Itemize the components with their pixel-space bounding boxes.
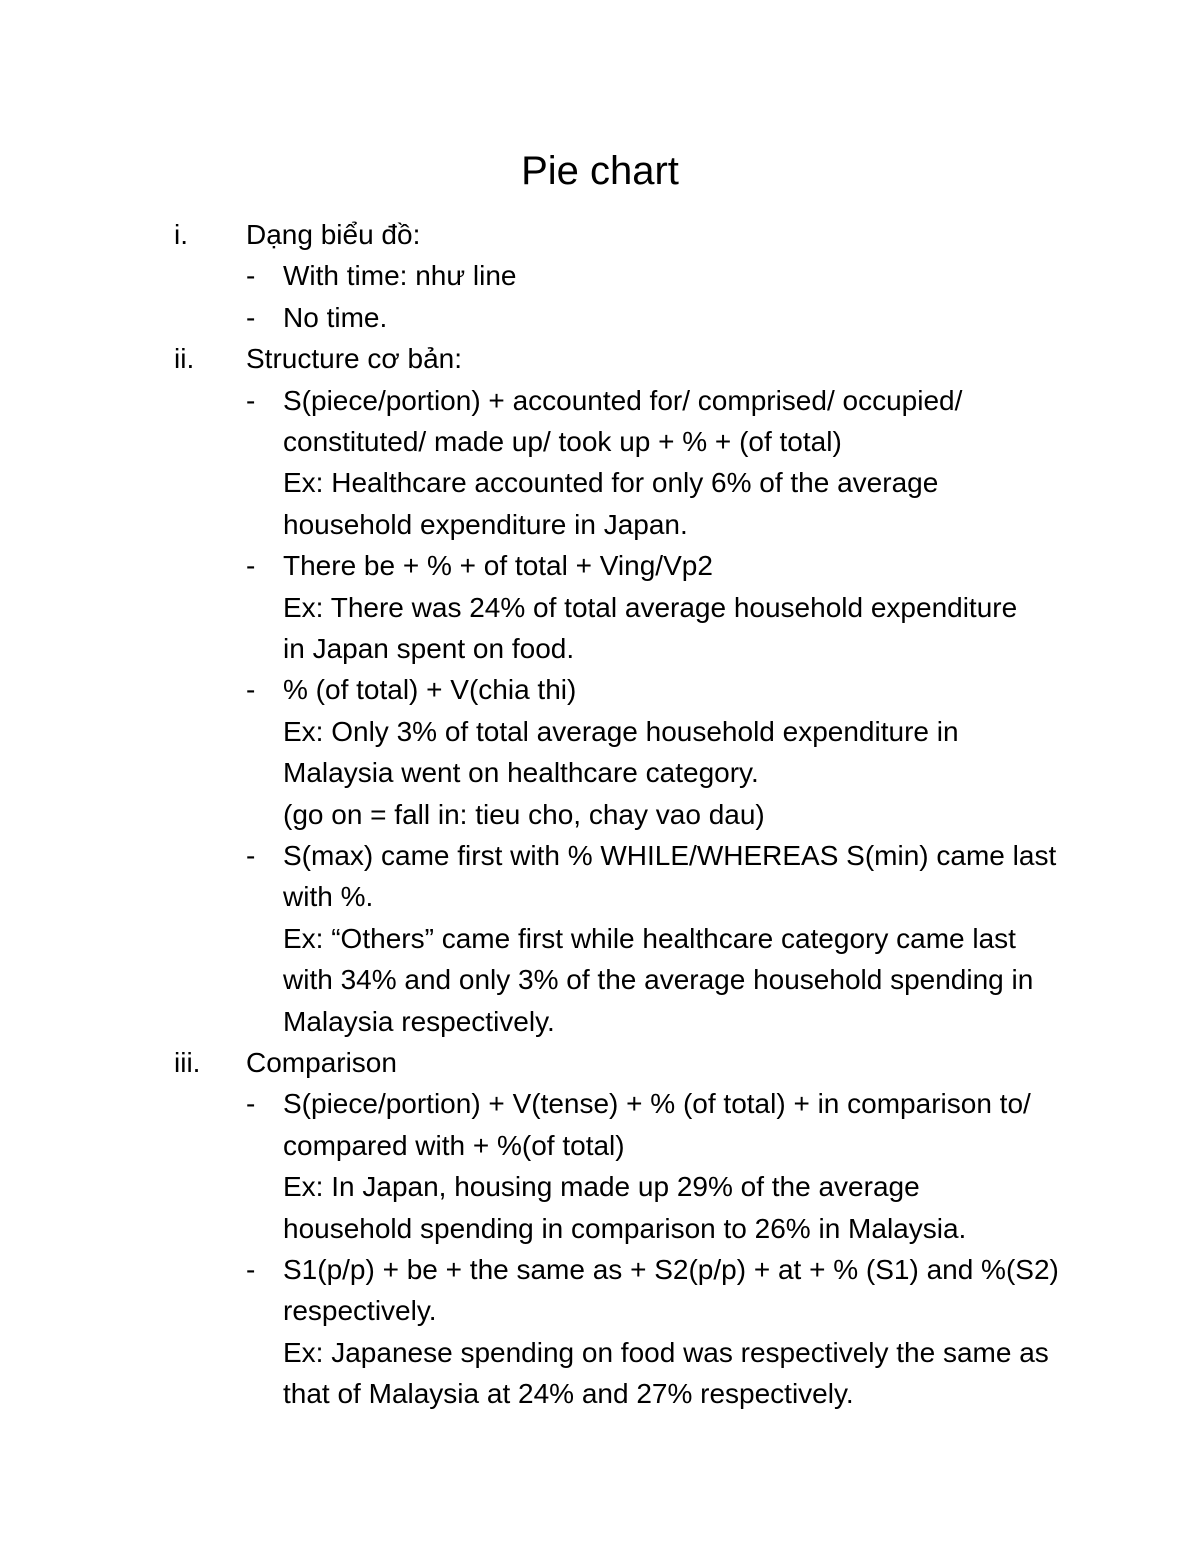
- bullet-continuation-text: compared with + %(of total): [283, 1129, 625, 1161]
- bullet-continuation-text: with %.: [283, 881, 374, 913]
- bullet-dash: -: [246, 1088, 256, 1120]
- bullet-continuation-text: Ex: “Others” came first while healthcare category came last: [283, 922, 1016, 954]
- bullet-text: There be + % + of total + Ving/Vp2: [283, 550, 713, 582]
- bullet-continuation-text: Ex: There was 24% of total average household expenditure: [283, 591, 1018, 623]
- bullet-dash: -: [246, 260, 256, 292]
- section-marker: iii.: [174, 1047, 201, 1078]
- bullet-continuation-text: Malaysia went on healthcare category.: [283, 757, 759, 789]
- bullet-continuation-text: Ex: Only 3% of total average household expenditure in: [283, 715, 959, 747]
- bullet-continuation-text: household spending in comparison to 26% in Malaysia.: [283, 1212, 967, 1244]
- bullet-continuation-text: respectively.: [283, 1295, 437, 1327]
- bullet-text: S(piece/portion) + V(tense) + % (of total) + in comparison to/: [283, 1088, 1031, 1120]
- section-marker: i.: [174, 219, 188, 250]
- bullet-text: No time.: [283, 301, 388, 333]
- bullet-dash: -: [246, 674, 256, 706]
- bullet-continuation-text: Malaysia respectively.: [283, 1005, 555, 1037]
- bullet-text: S1(p/p) + be + the same as + S2(p/p) + at + % (S1) and %(S2): [283, 1254, 1059, 1285]
- bullet-continuation-text: Ex: In Japan, housing made up 29% of the average: [283, 1171, 920, 1203]
- bullet-continuation-text: constituted/ made up/ took up + % + (of total): [283, 426, 842, 457]
- bullet-dash: -: [246, 1254, 256, 1285]
- bullet-dash: -: [246, 550, 256, 582]
- bullet-text: S(piece/portion) + accounted for/ comprised/ occupied/: [283, 384, 963, 416]
- bullet-text: S(max) came first with % WHILE/WHEREAS S(min) came last: [283, 840, 1057, 871]
- bullet-text: % (of total) + V(chia thi): [283, 674, 577, 706]
- bullet-continuation-text: household expenditure in Japan.: [283, 508, 688, 540]
- bullet-dash: -: [246, 384, 256, 416]
- page-title: Pie chart: [521, 149, 679, 193]
- bullet-text: With time: như line: [283, 260, 517, 292]
- bullet-continuation-text: Ex: Healthcare accounted for only 6% of the average: [283, 467, 939, 499]
- bullet-continuation-text: Ex: Japanese spending on food was respectively the same as: [283, 1336, 1049, 1368]
- bullet-continuation-text: with 34% and only 3% of the average household spending in: [283, 964, 1034, 996]
- section-heading: Dạng biểu đồ:: [246, 219, 421, 250]
- bullet-dash: -: [246, 301, 256, 333]
- bullet-continuation-text: (go on = fall in: tieu cho, chay vao dau): [283, 798, 765, 830]
- bullet-dash: -: [246, 840, 256, 871]
- section-heading: Structure cơ bản:: [246, 343, 463, 375]
- bullet-continuation-text: in Japan spent on food.: [283, 633, 575, 664]
- bullet-continuation-text: that of Malaysia at 24% and 27% respectively.: [283, 1378, 854, 1410]
- section-heading: Comparison: [246, 1047, 397, 1078]
- section-marker: ii.: [174, 343, 195, 375]
